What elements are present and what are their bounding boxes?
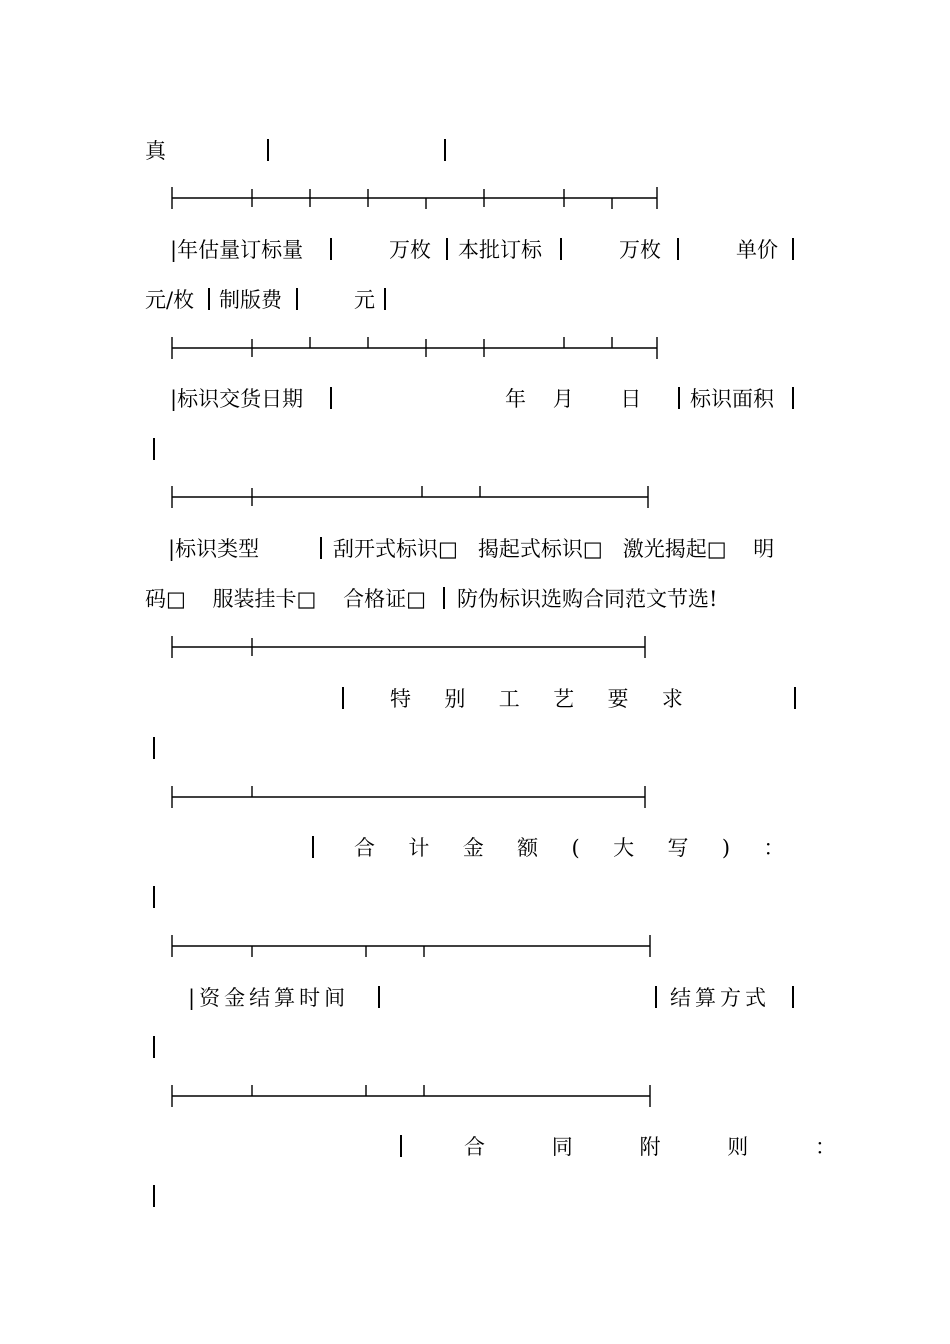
cell-border [320, 537, 322, 559]
cell-border [267, 139, 269, 161]
cell-border [655, 986, 657, 1008]
unit-yuan-per-piece: 元/枚 [145, 288, 195, 312]
cell-border [330, 387, 332, 409]
unit-wanmei-1: 万枚 [389, 238, 431, 262]
cell-border [296, 288, 298, 310]
text-zhen: 真 [145, 139, 166, 163]
label-total-amount: 合 计 金 额 ( 大 写 ) ： [354, 836, 785, 860]
cell-border [330, 238, 332, 260]
cell-border [153, 1185, 155, 1207]
label-label-type: |标识类型 [168, 537, 260, 561]
table-rule-7 [172, 1085, 650, 1107]
cell-border [342, 687, 344, 709]
cell-border [153, 438, 155, 460]
label-annual-estimate: |年估量订标量 [170, 238, 304, 262]
cell-border [678, 387, 680, 409]
label-contract-appendix: 合 同 附 则 ： [464, 1135, 837, 1159]
cell-border [677, 238, 679, 260]
cell-border [153, 886, 155, 908]
cell-border [560, 238, 562, 260]
label-plate-fee: 制版费 [219, 288, 282, 312]
unit-yuan: 元 [354, 288, 375, 312]
table-rule-4 [172, 636, 645, 658]
cell-border [400, 1135, 402, 1157]
table-rule-1 [172, 187, 657, 209]
table-rule-3 [172, 486, 648, 508]
cell-border [312, 836, 314, 858]
label-special-process: 特 别 工 艺 要 求 [390, 687, 683, 711]
cell-border [446, 238, 448, 260]
table-rule-6 [172, 935, 650, 957]
label-delivery-date: |标识交货日期 [170, 387, 304, 411]
label-settlement-time: |资金结算时间 [188, 986, 350, 1010]
label-label-area: 标识面积 [690, 387, 774, 411]
cell-border [443, 587, 445, 609]
cell-border [153, 737, 155, 759]
label-batch-order: 本批订标 [458, 238, 542, 262]
cell-border [792, 238, 794, 260]
cell-border [208, 288, 210, 310]
cell-border [444, 139, 446, 161]
cell-border [153, 1036, 155, 1058]
table-rule-2 [172, 337, 657, 359]
label-type-options-cont: 码□ 服装挂卡□ 合格证□ [145, 587, 426, 611]
label-unit-price: 单价 [736, 238, 778, 262]
unit-wanmei-2: 万枚 [619, 238, 661, 262]
cell-border [378, 986, 380, 1008]
cell-border [384, 288, 386, 310]
cell-border [792, 986, 794, 1008]
table-rule-5 [172, 786, 645, 808]
cell-border [792, 387, 794, 409]
label-settlement-method: 结算方式 [670, 986, 770, 1010]
date-ymd: 年 月 日 [505, 387, 642, 411]
label-type-options: 刮开式标识□ 揭起式标识□ 激光揭起□ 明 [333, 537, 775, 561]
note-excerpt: 防伪标识选购合同范文节选! [457, 587, 718, 611]
cell-border [794, 687, 796, 709]
